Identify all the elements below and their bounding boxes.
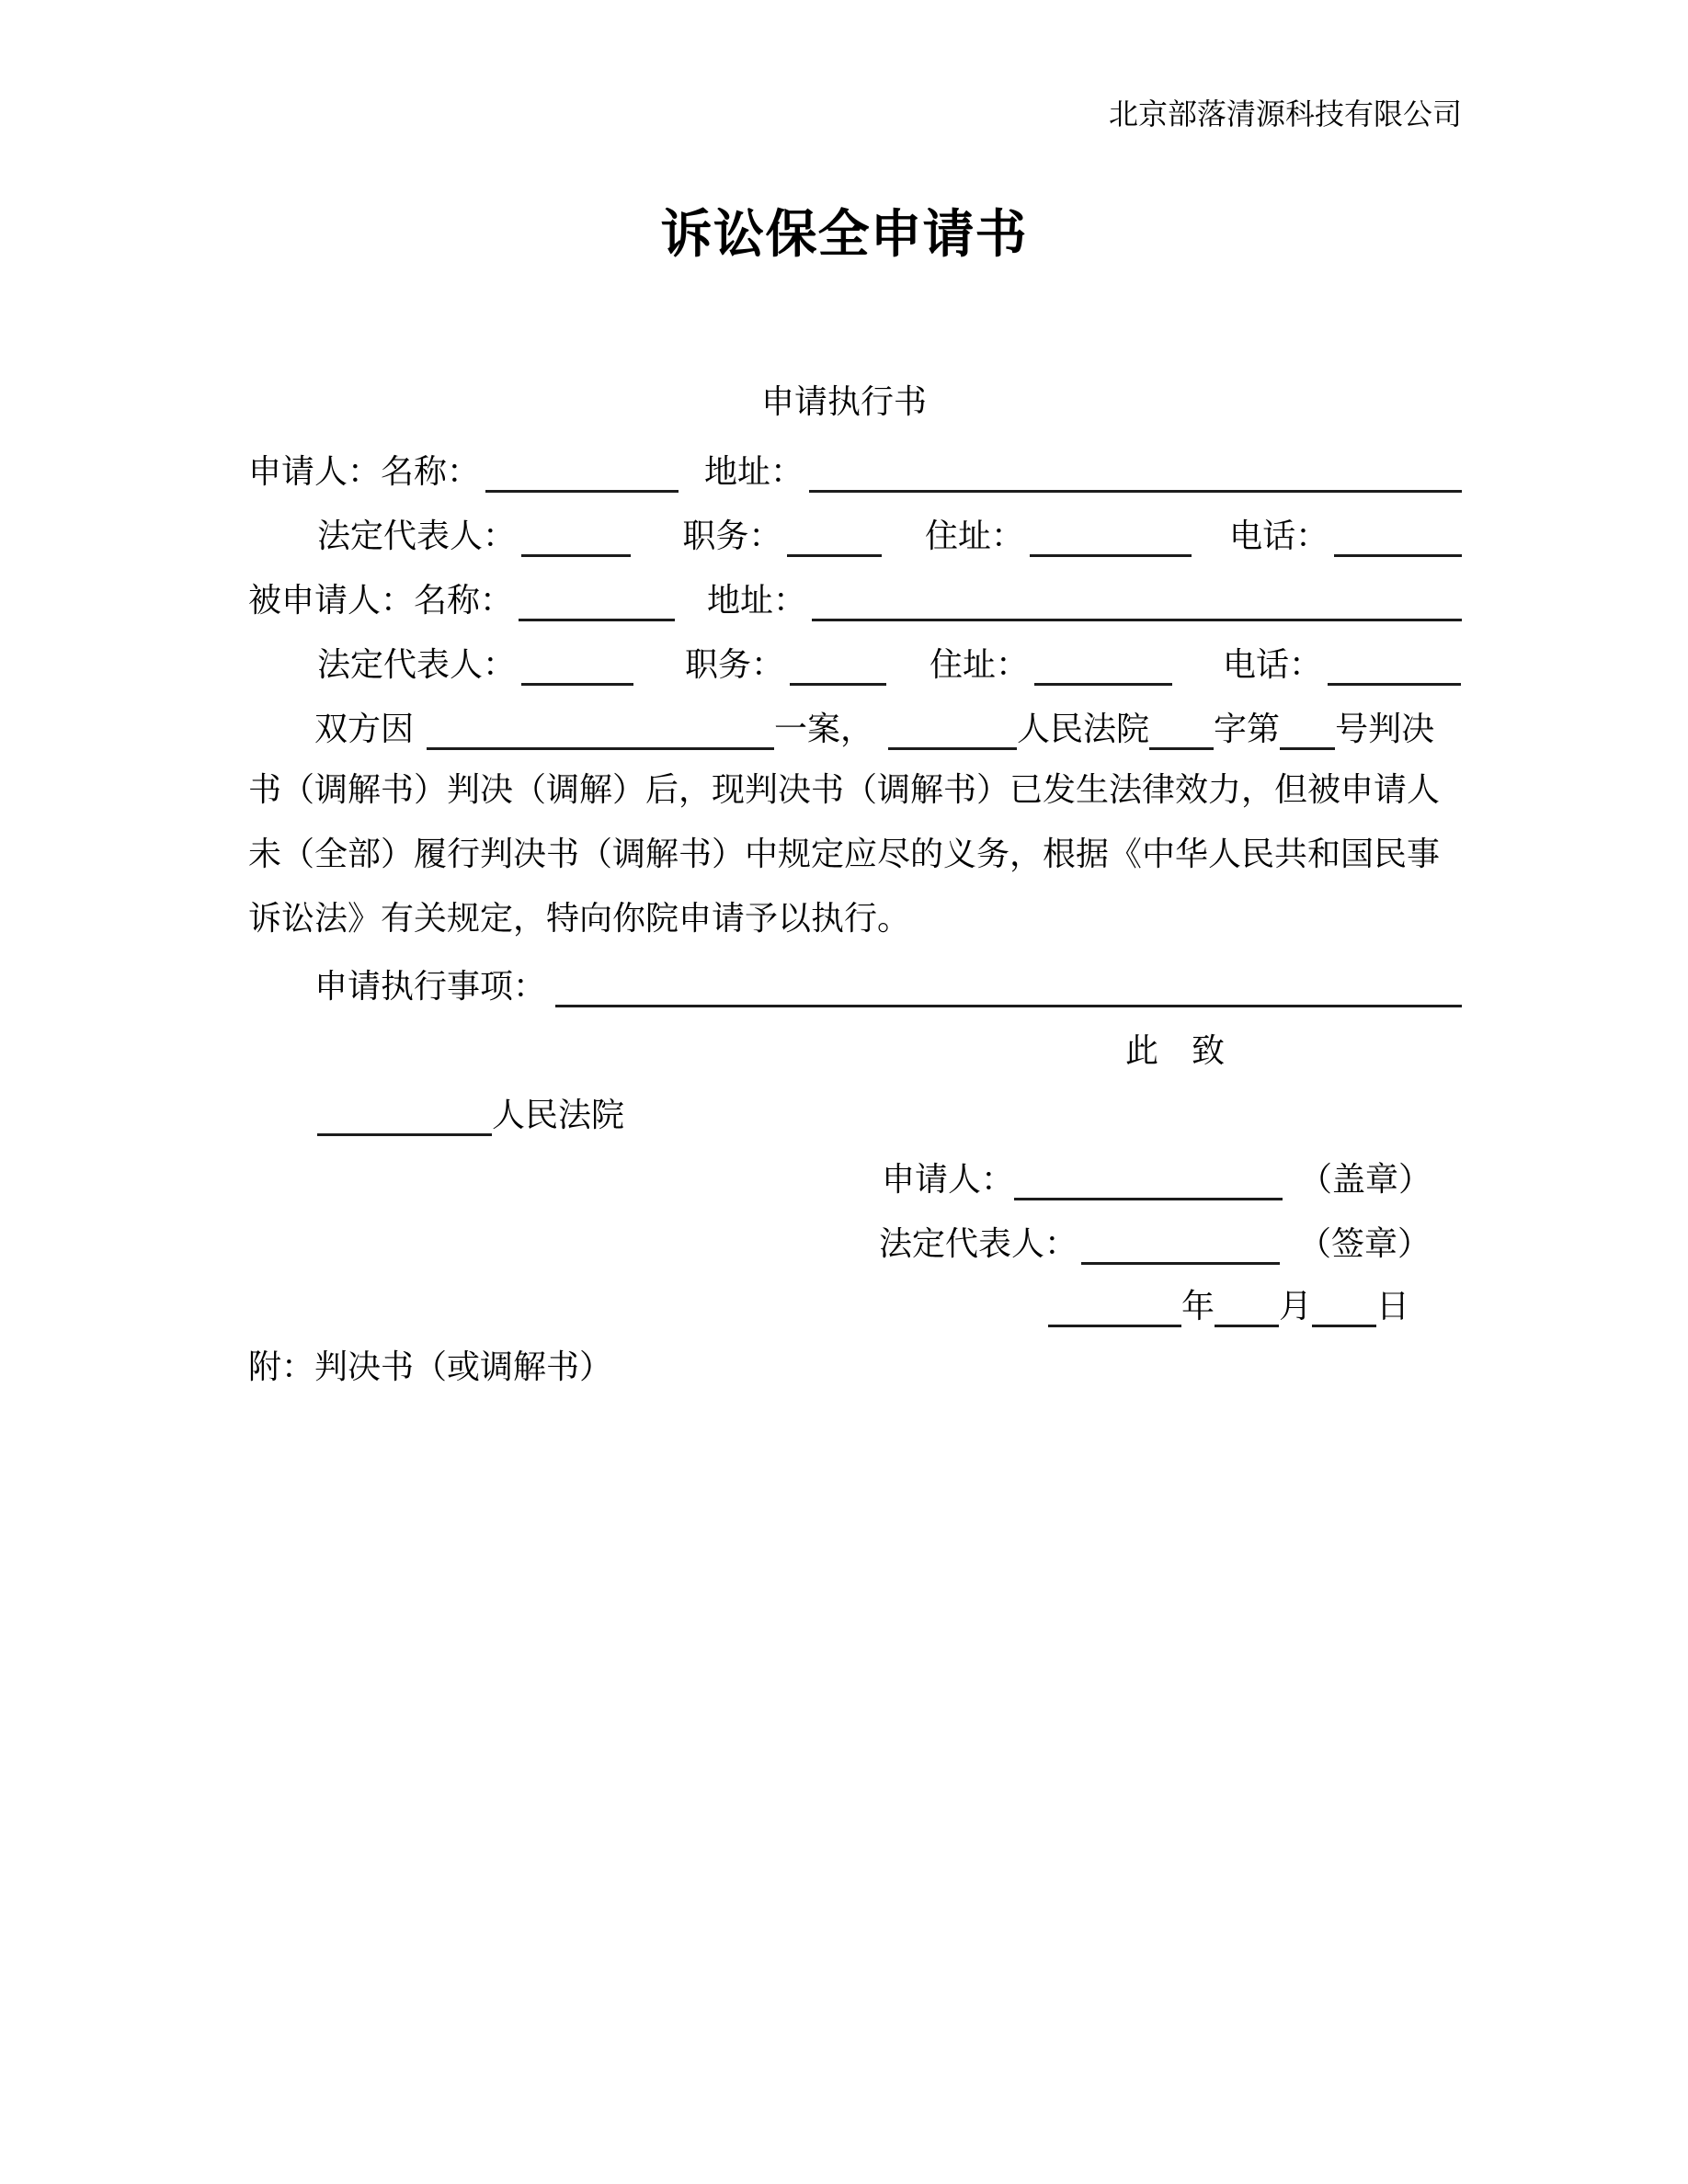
blank-year[interactable] [1048,1288,1181,1327]
document-title: 诉讼保全申请书 [660,204,1028,265]
body-paragraph-line-3: 诉讼法》有关规定，特向你院申请予以执行。 [248,900,911,938]
line-signature-applicant [248,1156,1462,1200]
body-paragraph-line-1: 书（调解书）判决（调解）后，现判决书（调解书）已发生法律效力，但被申请人 [248,771,1441,809]
blank-court-name[interactable] [888,711,1017,750]
applicant-address-label: 地址： [704,453,804,491]
attachment-note: 附：判决书（或调解书） [248,1348,613,1386]
blank-case-zi[interactable] [1149,711,1214,750]
document-subtitle: 申请执行书 [760,383,927,421]
body-paragraph-line-2: 未（全部）履行判决书（调解书）中规定应尽的义务，根据《中华人民共和国民事 [248,836,1441,873]
line-court-name [248,1092,1462,1136]
respondent-name-label: 被申请人：名称： [248,582,514,620]
blank-applicant-address[interactable] [809,453,1462,493]
blank-respondent-name[interactable] [519,582,675,621]
signature-note: （签章） [1298,1225,1431,1263]
salute-text: 此 致 [1125,1032,1226,1070]
blank-legal-rep-name[interactable] [521,518,631,557]
line-applicant-legal-rep [248,513,1462,557]
seal-note: （盖章） [1299,1161,1432,1199]
court-suffix-label: 人民法院 [492,1097,625,1134]
sign-applicant-label: 申请人： [882,1161,1015,1199]
line-applicant [248,449,1462,493]
line-respondent [248,577,1462,621]
court-label: 人民法院 [1017,711,1150,748]
blank-residence[interactable] [1030,518,1192,557]
legal-rep-label: 法定代表人： [317,646,517,684]
blank-respondent-address[interactable] [812,582,1462,621]
phone-label: 电话： [1223,646,1323,684]
blank-court-name-2[interactable] [317,1097,492,1136]
sign-legal-rep-label: 法定代表人： [879,1225,1078,1263]
line-respondent-legal-rep [248,642,1462,686]
residence-label: 住址： [930,646,1030,684]
legal-rep-label: 法定代表人： [317,518,517,555]
header-company-name: 北京部落清源科技有限公司 [1108,97,1462,131]
day-label: 日 [1376,1288,1410,1325]
case-suffix-label: 一案， [774,711,874,748]
year-label: 年 [1181,1288,1215,1325]
blank-month[interactable] [1215,1288,1279,1327]
position-label: 职务： [682,518,782,555]
line-signature-legal-rep [248,1221,1462,1265]
month-label: 月 [1279,1288,1313,1325]
blank-applicant-signature[interactable] [1014,1161,1283,1200]
blank-applicant-name[interactable] [485,453,679,493]
position-label: 职务： [685,646,785,684]
case-prefix-label: 双方因 [314,711,415,748]
line-execution-items [248,963,1462,1007]
blank-case-number[interactable] [1280,711,1335,750]
blank-execution-items[interactable] [555,968,1462,1007]
line-date [248,1283,1462,1327]
respondent-address-label: 地址： [707,582,807,620]
line-salute [248,1028,1462,1072]
blank-position[interactable] [787,518,882,557]
hao-label: 号判决 [1335,711,1435,748]
blank-residence-2[interactable] [1034,646,1172,686]
applicant-name-label: 申请人：名称： [248,453,481,491]
blank-legal-rep-name-2[interactable] [521,646,633,686]
blank-legal-rep-signature[interactable] [1081,1225,1280,1265]
residence-label: 住址： [925,518,1025,555]
blank-phone[interactable] [1334,518,1462,557]
phone-label: 电话： [1229,518,1329,555]
blank-phone-2[interactable] [1328,646,1461,686]
blank-position-2[interactable] [790,646,886,686]
blank-case-name[interactable] [427,711,774,750]
execution-items-label: 申请执行事项： [314,968,547,1006]
line-case-info [248,706,1462,750]
blank-day[interactable] [1312,1288,1376,1327]
zi-label: 字第 [1214,711,1281,748]
